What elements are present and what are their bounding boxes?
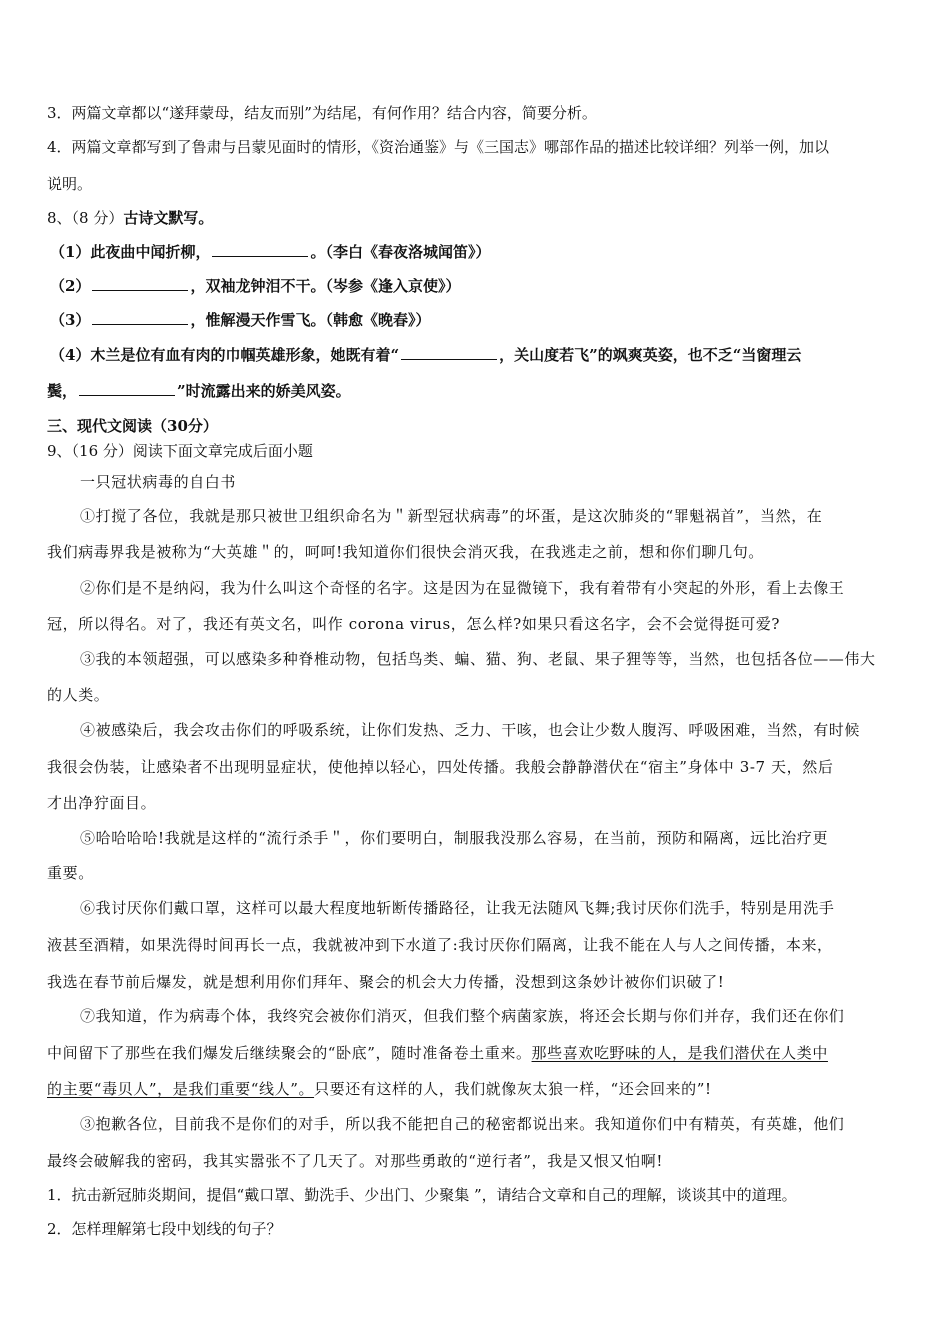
story-paragraph-6-line2: 液甚至酒精，如果洗得时间再长一点，我就被冲到下水道了:我讨厌你们隔离，让我不能在人与人之间传播，本来， bbox=[47, 936, 833, 954]
item-3-text-before: （3） bbox=[50, 311, 91, 329]
sub-question-2: 2．怎样理解第七段中划线的句子？ bbox=[47, 1220, 282, 1238]
story-paragraph-4-line1: ④被感染后，我会攻击你们的呼吸系统，让你们发热、乏力、干咳，也会让少数人腹泻、呼吸困难，当然，有时候 bbox=[80, 721, 861, 739]
story-paragraph-7-line3 bbox=[47, 1079, 712, 1099]
story-paragraph-3-line1: ③我的本领超强，可以感染多种脊椎动物，包括鸟类、蝙、猫、狗、老鼠、果子狸等等，当然，也包括各位——伟大 bbox=[80, 650, 876, 668]
recitation-item-4-line2 bbox=[47, 381, 351, 401]
item-1-text-before: （1）此夜曲中闻折柳， bbox=[50, 243, 211, 261]
recitation-item-2 bbox=[50, 276, 460, 296]
story-paragraph-8-line2: 最终会破解我的密码，我其实嚣张不了几天了。对那些勇敢的“逆行者”，我是又恨又怕啊! bbox=[47, 1152, 663, 1170]
story-paragraph-4-line2: 我很会伪装，让感染者不出现明显症状，使他掉以轻心，四处传播。我般会静静潜伏在“宿主”身体中 3-7 天，然后 bbox=[47, 758, 834, 776]
story-paragraph-6-line1: ⑥我讨厌你们戴口罩，这样可以最大程度地斩断传播路径，让我无法随风飞舞;我讨厌你们洗手，特别是用洗手 bbox=[80, 899, 835, 917]
recitation-item-4-line1 bbox=[50, 345, 801, 365]
recitation-item-3 bbox=[50, 310, 430, 330]
section-9-heading: 9、（16 分）阅读下面文章完成后面小题 bbox=[47, 442, 313, 460]
item-1-text-after: 。（李白《春夜洛城闻笛》） bbox=[310, 243, 491, 261]
question-3: 3．两篇文章都以“遂拜蒙母，结友而别”为结尾，有何作用？结合内容，简要分析。 bbox=[47, 104, 597, 122]
fill-blank-3[interactable] bbox=[92, 310, 188, 325]
item-2-text-before: （2） bbox=[50, 277, 91, 295]
item-4-line2-before: 鬓， bbox=[47, 382, 78, 400]
section-8-number: 8、（8 分） bbox=[47, 209, 124, 227]
story-paragraph-7-line2 bbox=[47, 1043, 828, 1063]
item-4-text-before: （4）木兰是位有血有肉的巾帼英雄形象，她既有着“ bbox=[50, 346, 400, 364]
paragraph-7-plain-text: 中间留下了那些在我们爆发后继续聚会的“卧底”，随时准备卷土重来。 bbox=[47, 1044, 532, 1062]
section-3-header: 三、现代文阅读（30分） bbox=[47, 417, 218, 435]
recitation-item-1 bbox=[50, 242, 490, 262]
story-paragraph-2-line1: ②你们是不是纳闷，我为什么叫这个奇怪的名字。这是因为在显微镜下，我有着带有小突起的外形，看上去像王 bbox=[80, 579, 845, 597]
underlined-sentence-part1: 那些喜欢吃野味的人，是我们潜伏在人类中 bbox=[531, 1044, 828, 1062]
question-4-line1: 4．两篇文章都写到了鲁肃与吕蒙见面时的情形，《资治通鉴》与《三国志》哪部作品的描述比较详细？列举一例，加以 bbox=[47, 138, 830, 156]
fill-blank-1[interactable] bbox=[212, 242, 308, 257]
fill-blank-2[interactable] bbox=[92, 276, 188, 291]
item-2-text-after: ，双袖龙钟泪不干。（岑参《逢入京使》） bbox=[190, 277, 461, 295]
story-paragraph-5-line1: ⑤哈哈哈哈!我就是这样的“流行杀手＂，你们要明白，制服我没那么容易，在当前，预防和隔离，远比治疗更 bbox=[80, 829, 829, 847]
story-paragraph-2-line2: 冠，所以得名。对了，我还有英文名，叫作 corona virus，怎么样?如果只看这名字，会不会觉得挺可爱? bbox=[47, 615, 781, 633]
story-paragraph-1-line1: ①打搅了各位，我就是那只被世卫组织命名为＂新型冠状病毒”的坏蛋，是这次肺炎的“罪魁祸首”，当然，在 bbox=[80, 507, 823, 525]
story-paragraph-1-line2: 我们病毒界我是被称为“大英雄＂的，呵呵!我知道你们很快会消灭我，在我逃走之前，想和你们聊几句。 bbox=[47, 543, 764, 561]
paragraph-7-ending-text: 只要还有这样的人，我们就像灰太狼一样，“还会回来的”! bbox=[314, 1080, 712, 1098]
story-paragraph-3-line2: 的人类。 bbox=[47, 686, 110, 704]
fill-blank-4[interactable] bbox=[401, 345, 497, 360]
question-4-line2: 说明。 bbox=[47, 175, 93, 193]
item-4-line2-after: ”时流露出来的娇美风姿。 bbox=[177, 382, 351, 400]
story-paragraph-5-line2: 重要。 bbox=[47, 864, 94, 882]
sub-question-1: 1．抗击新冠肺炎期间，提倡“戴口罩、勤洗手、少出门、少聚集 ”，请结合文章和自己的理解，谈谈其中的道理。 bbox=[47, 1186, 797, 1204]
underlined-sentence-part2: 的主要“毒贝人”，是我们重要“线人”。 bbox=[47, 1080, 315, 1098]
section-8-heading bbox=[47, 208, 213, 228]
story-title: 一只冠状病毒的自白书 bbox=[80, 473, 237, 491]
story-paragraph-6-line3: 我选在春节前后爆发，就是想利用你们拜年、聚会的机会大力传播，没想到这条妙计被你们识破了! bbox=[47, 973, 725, 991]
item-4-text-after: ，关山度若飞”的飒爽英姿，也不乏“当窗理云 bbox=[499, 346, 802, 364]
story-paragraph-7-line1: ⑦我知道，作为病毒个体，我终究会被你们消灭，但我们整个病菌家族，将还会长期与你们并存，我们还在你们 bbox=[80, 1007, 845, 1025]
story-paragraph-4-line3: 才出净狞面目。 bbox=[47, 794, 157, 812]
story-paragraph-8-line1: ③抱歉各位，目前我不是你们的对手，所以我不能把自己的秘密都说出来。我知道你们中有精英，有英雄，他们 bbox=[80, 1115, 845, 1133]
item-3-text-after: ，惟解漫天作雪飞。（韩愈《晚春》） bbox=[190, 311, 431, 329]
fill-blank-5[interactable] bbox=[79, 381, 175, 396]
section-8-title: 古诗文默写。 bbox=[123, 209, 214, 227]
